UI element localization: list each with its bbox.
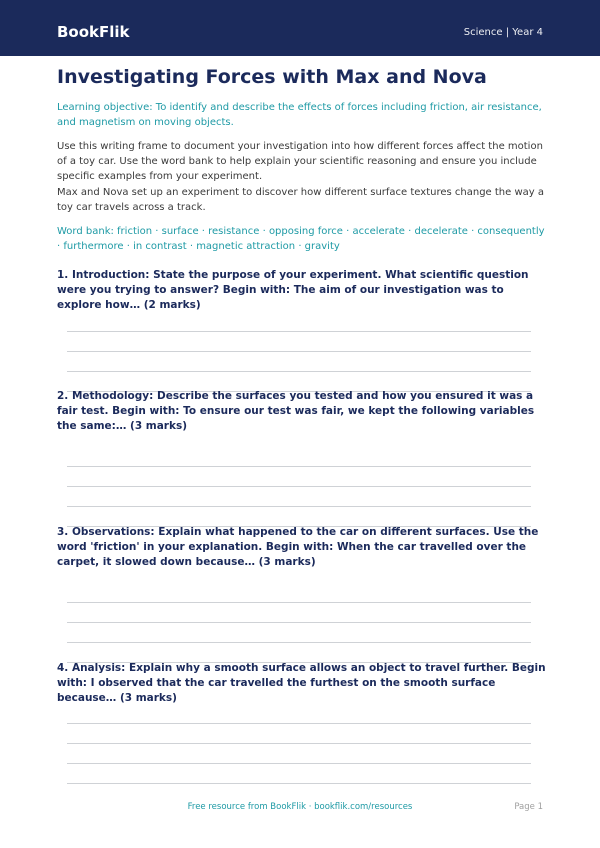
question-1: 1. Introduction: State the purpose of your experiment. What scientific question were you trying to answer? Begin with: The aim of our investigation was to explore how… (2 marks) (57, 269, 529, 311)
answer-line[interactable] (67, 743, 531, 744)
footer-credit: Free resource from BookFlik · bookflik.com/resources (187, 802, 413, 812)
answer-line[interactable] (67, 506, 531, 507)
question-3: 3. Observations: Explain what happened to the car on different surfaces. Use the word 'friction' in your explanation. Begin with: When the car travelled over the carpet, it slowed down because… (3 marks) (57, 526, 539, 568)
brand-logo: BookFlik (57, 23, 130, 41)
page-title: Investigating Forces with Max and Nova (57, 66, 487, 88)
learning-objective: Learning objective: To identify and describe the effects of forces including friction, air resistance, and magnetism on moving objects. (57, 102, 542, 128)
answer-line[interactable] (67, 763, 531, 764)
answer-line[interactable] (67, 642, 531, 643)
answer-line[interactable] (67, 371, 531, 372)
answer-line[interactable] (67, 783, 531, 784)
answer-line[interactable] (67, 723, 531, 724)
answer-line[interactable] (67, 466, 531, 467)
answer-line[interactable] (67, 622, 531, 623)
question-4: 4. Analysis: Explain why a smooth surface allows an object to travel further. Begin with: I observed that the car travelled the furthest on the smooth surface because… (3 marks) (57, 662, 546, 704)
answer-line[interactable] (67, 602, 531, 603)
answer-line[interactable] (67, 331, 531, 332)
page-header (0, 0, 600, 56)
subject-year-label: Science | Year 4 (463, 27, 543, 38)
scenario-paragraph: Max and Nova set up an experiment to discover how different surface textures change the way a toy car travels across a track. (57, 187, 544, 213)
page-number: Page 1 (514, 802, 543, 812)
question-2: 2. Methodology: Describe the surfaces you tested and how you ensured it was a fair test. Begin with: To ensure our test was fair, we kept the following variables the same:… (3 marks) (57, 390, 535, 432)
intro-paragraph: Use this writing frame to document your investigation into how different forces affect the motion of a toy car. Use the word bank to help explain your scientific reasoning and ensure you include specific examples from your experiment. (57, 141, 543, 182)
word-bank: Word bank: friction · surface · resistance · opposing force · accelerate · decelerate · consequently · furthermore · in contrast · magnetic attraction · gravity (57, 226, 545, 252)
answer-line[interactable] (67, 486, 531, 487)
answer-line[interactable] (67, 351, 531, 352)
